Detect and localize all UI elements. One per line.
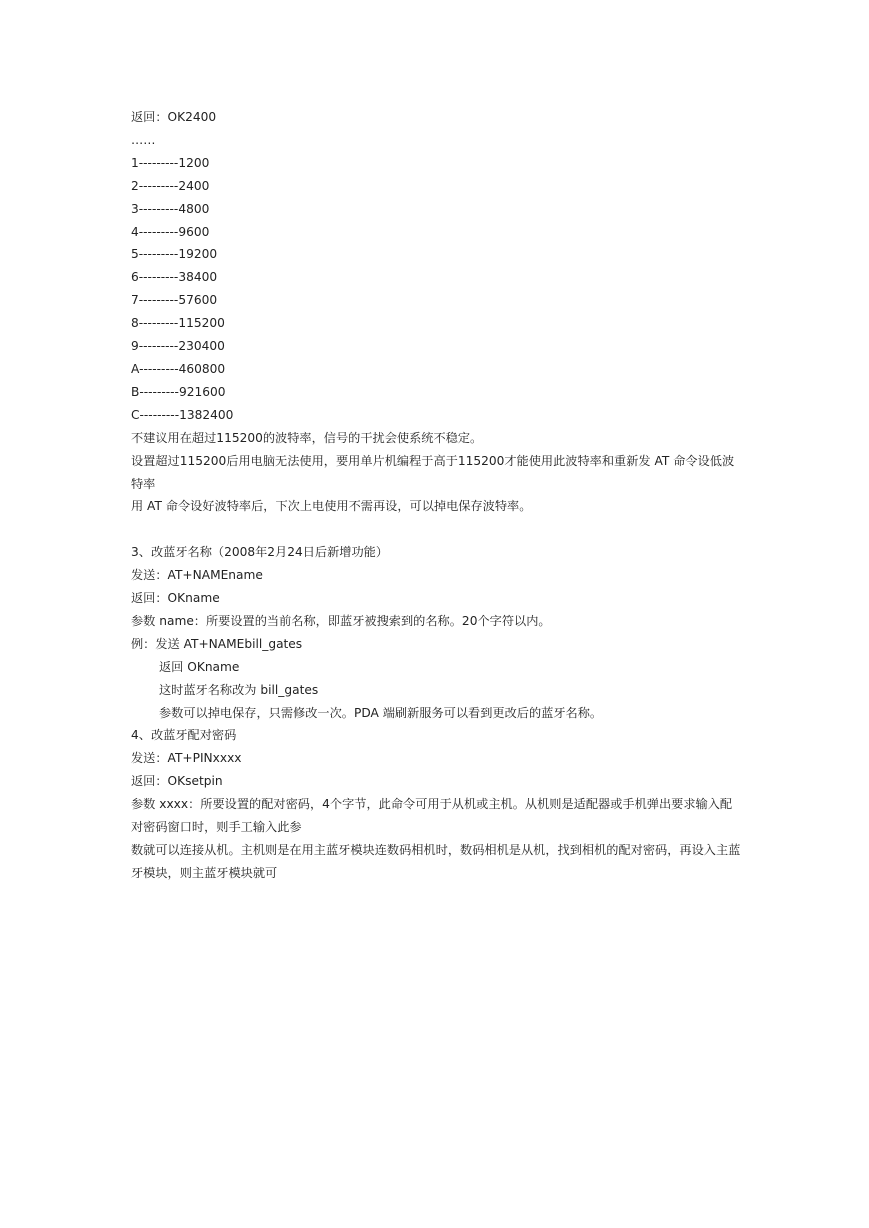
list-item: 4---------9600 (131, 224, 210, 239)
example-line: 例：发送 AT+NAMEbill_gates (131, 636, 303, 651)
list-item: 3---------4800 (131, 201, 210, 216)
list-item: A---------460800 (131, 361, 226, 376)
section-heading-pin: 4、改蓝牙配对密码 (131, 728, 237, 743)
send-command: 发送：AT+NAMEname (131, 568, 263, 583)
parameter-description: 参数 name：所要设置的当前名称，即蓝牙被搜索到的名称。20个字符以内。 (131, 613, 551, 628)
spacer (131, 518, 743, 541)
list-item: 9---------230400 (131, 339, 225, 354)
parameter-continuation: 数就可以连接从机。主机则是在用主蓝牙模块连数码相机时，数码相机是从机，找到相机的配对密码，再设入主蓝牙模块，则主蓝牙模块就可 (131, 842, 741, 880)
list-item: 1---------1200 (131, 155, 210, 170)
baud-note: 不建议用在超过115200的波特率，信号的干扰会使系统不稳定。 (131, 430, 483, 445)
example-note: 参数可以掉电保存，只需修改一次。PDA 端刷新服务可以看到更改后的蓝牙名称。 (159, 705, 603, 720)
list-item: C---------1382400 (131, 407, 234, 422)
list-item: 8---------115200 (131, 316, 225, 331)
list-item: 6---------38400 (131, 270, 218, 285)
baud-save-note: 用 AT 命令设好波特率后，下次上电使用不需再设，可以掉电保存波特率。 (131, 499, 532, 514)
section-heading-rename: 3、改蓝牙名称（2008年2月24日后新增功能） (131, 545, 389, 560)
return-value: 返回：OKname (131, 591, 220, 606)
ellipsis: …… (131, 132, 156, 147)
return-line: 返回：OK2400 (131, 110, 217, 124)
send-command: 发送：AT+PINxxxx (131, 751, 242, 766)
baud-warning: 设置超过115200后用电脑无法使用，要用单片机编程于高于115200才能使用此波特率和重新发 AT 命令设低波特率 (131, 453, 735, 491)
list-item: 7---------57600 (131, 293, 218, 308)
example-return: 返回 OKname (159, 659, 240, 674)
return-value: 返回：OKsetpin (131, 774, 223, 789)
example-result: 这时蓝牙名称改为 bill_gates (159, 682, 319, 697)
list-item: 2---------2400 (131, 178, 210, 193)
baud-rate-list (131, 152, 743, 427)
list-item: B---------921600 (131, 384, 226, 399)
document-body (131, 106, 743, 885)
list-item: 5---------19200 (131, 247, 218, 262)
parameter-description: 参数 xxxx：所要设置的配对密码，4个字节，此命令可用于从机或主机。从机则是适配器或手机弹出要求输入配对密码窗口时，则手工输入此参 (131, 797, 733, 835)
